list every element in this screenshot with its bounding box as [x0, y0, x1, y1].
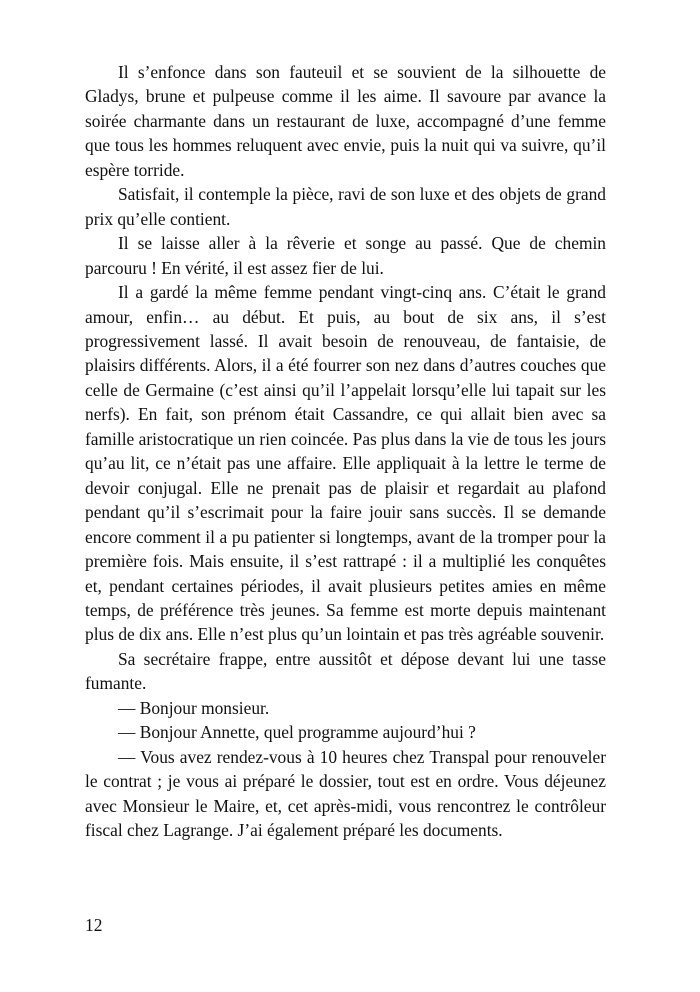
- paragraph: Il s’enfonce dans son fauteuil et se souvient de la silhouette de Gladys, brune et pulpeuse comme il les aime. Il savoure par avance la soirée charmante dans un restaurant de luxe, accompagné d’une femme que tous les hommes reluquent avec envie, puis la nuit qui va suivre, qu’il espère torride.: [85, 62, 606, 180]
- dialog-line: — Bonjour monsieur.: [118, 697, 270, 718]
- paragraph: Il a gardé la même femme pendant vingt-cinq ans. C’était le grand amour, enfin… au début. Et puis, au bout de six ans, il s’est progressivement lassé. Il avait besoin de renouveau, de fantaisie, de plaisirs différents. Alors, il a été fourrer son nez dans d’autres couches que celle de Germaine (c’est ainsi qu’il l’appelait lorsqu’elle lui tapait sur les nerfs). En fait, son prénom était Cassandre, ce qui allait bien avec sa famille aristocratique un rien coincée. Pas plus dans la vie de tous les jours qu’au lit, ce n’était pas une affaire. Elle appliquait à la lettre le terme de devoir conjugal. Elle ne prenait pas de plaisir et regardait au plafond pendant qu’il s’escrimait pour la faire jouir sans succès. Il se demande encore comment il a pu patienter si longtemps, avant de la tromper pour la première fois. Mais ensuite, il s’est rattrapé : il a multiplié les conquêtes et, pendant certaines périodes, il avait plusieurs petites amies en même temps, de préférence très jeunes. Sa femme est morte depuis maintenant plus de dix ans. Elle n’est plus qu’un lointain et pas très agréable souvenir.: [85, 282, 606, 645]
- dialog-line: — Vous avez rendez-vous à 10 heures chez Transpal pour renouveler le contrat ; je vous ai préparé le dossier, tout est en ordre. Vous déjeunez avec Monsieur le Maire, et, cet après-midi, vous rencontrez le contrôleur fiscal chez Lagrange. J’ai également préparé les documents.: [85, 746, 606, 841]
- dialog-line: — Bonjour Annette, quel programme aujourd’hui ?: [118, 722, 476, 743]
- paragraph: Satisfait, il contemple la pièce, ravi de son luxe et des objets de grand prix qu’elle contient.: [85, 184, 606, 229]
- page-number: 12: [85, 915, 103, 935]
- paragraph: Il se laisse aller à la rêverie et songe au passé. Que de chemin parcouru ! En vérité, il est assez fier de lui.: [85, 233, 606, 278]
- paragraph: Sa secrétaire frappe, entre aussitôt et dépose devant lui une tasse fumante.: [85, 648, 606, 694]
- page-body: [85, 60, 606, 843]
